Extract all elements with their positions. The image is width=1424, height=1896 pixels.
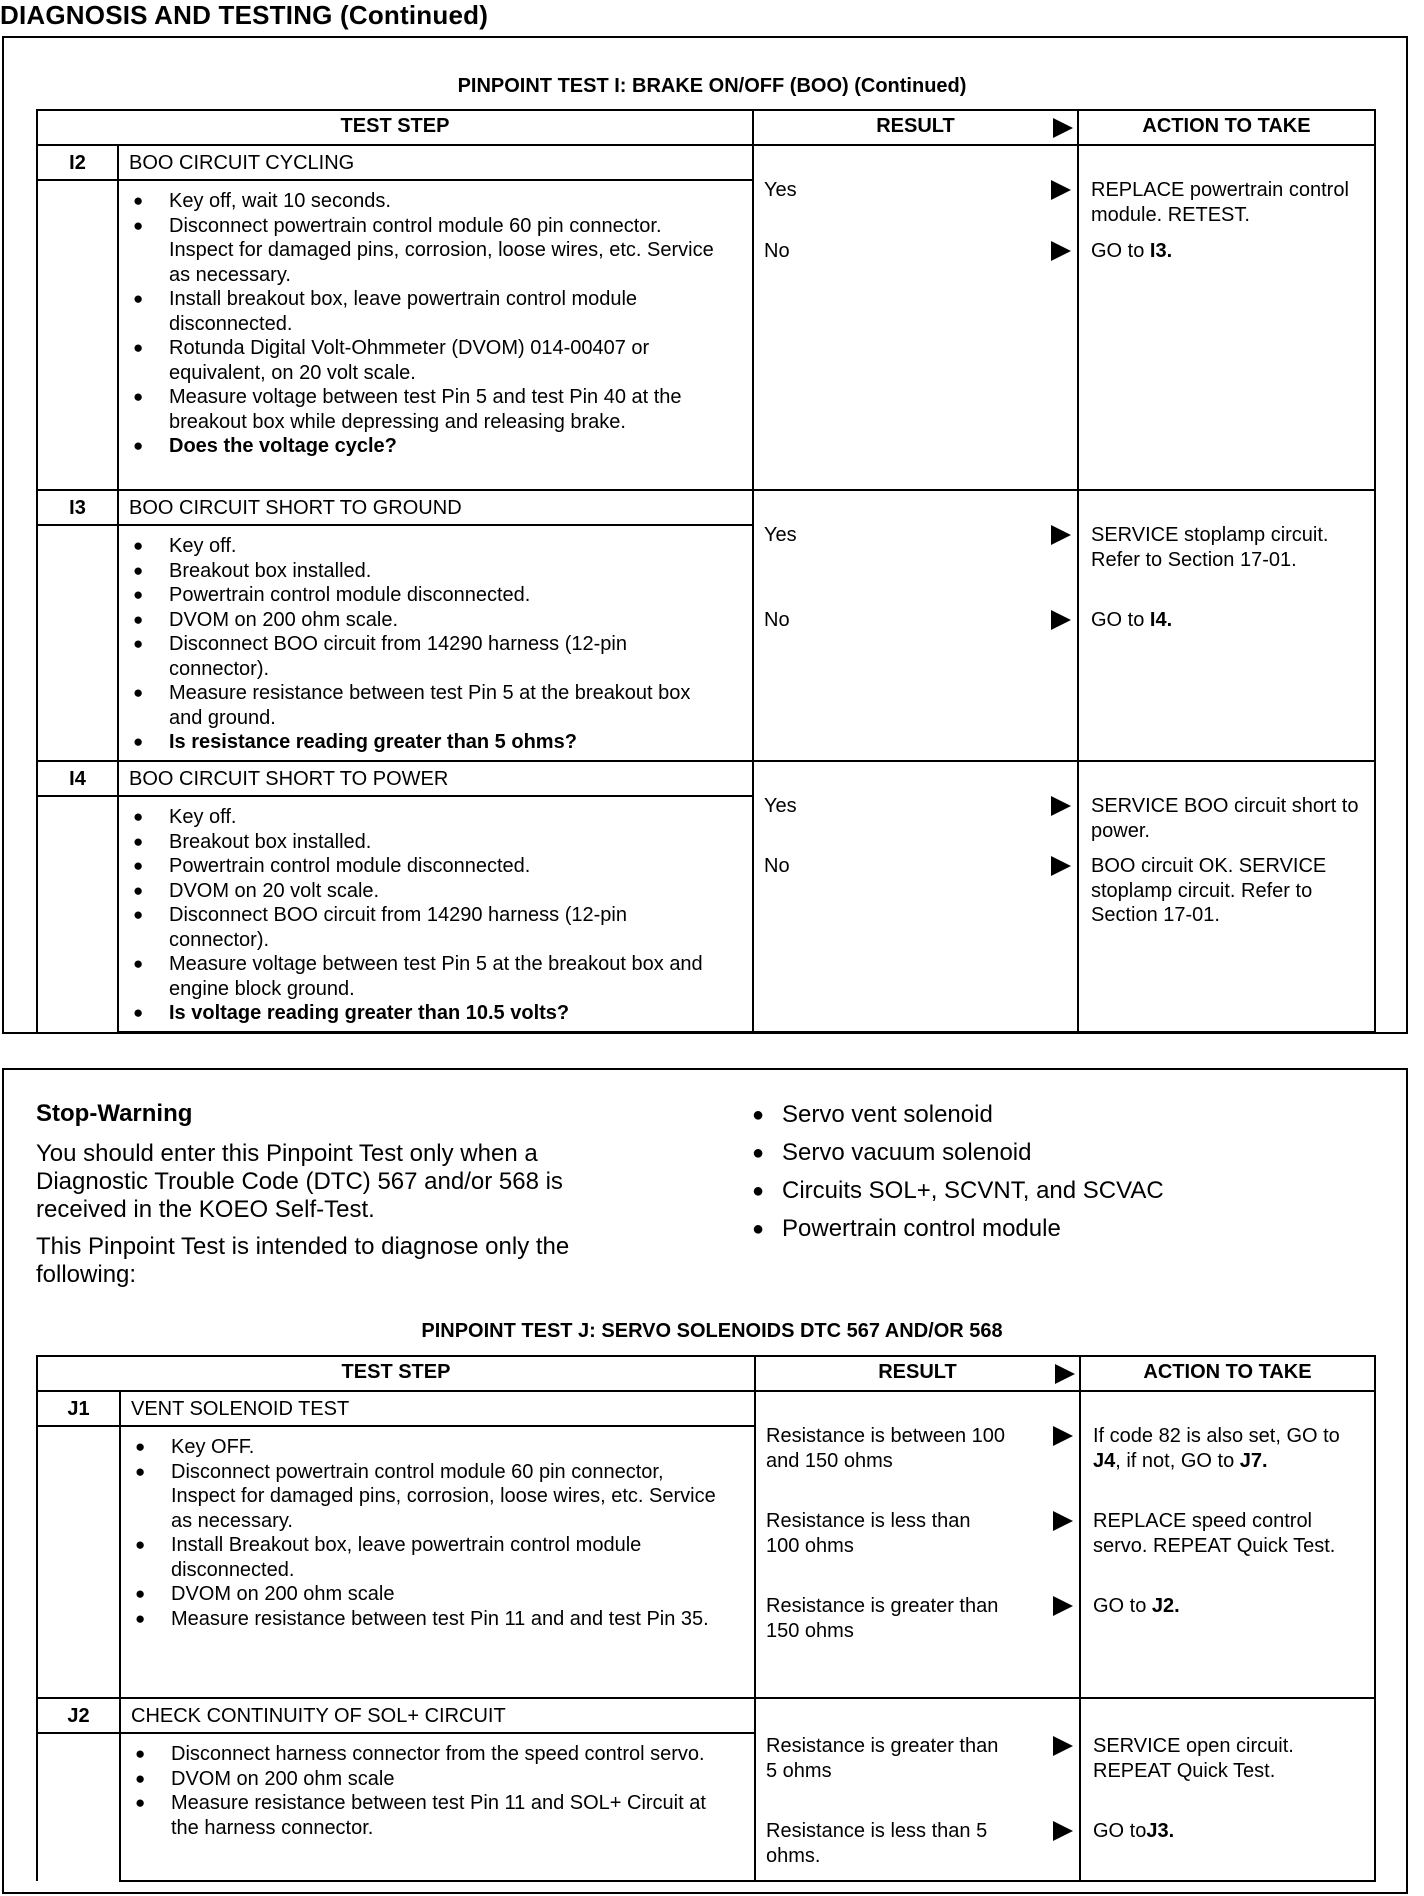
result-item: Resistance is less than 5 ohms. <box>766 1819 1079 1868</box>
list-item: ● Powertrain control module disconnected. <box>129 854 722 879</box>
action-text: REPLACE speed control servo. REPEAT Quick Test. <box>1093 1510 1336 1557</box>
list-item: ● Measure voltage between test Pin 5 and test Pin 40 at the breakout box while depressing and releasing brake. <box>129 385 722 434</box>
list-item: ● Servo vent solenoid <box>752 1100 1164 1138</box>
header-action: ACTION TO TAKE <box>1080 1356 1375 1391</box>
arrow-right-icon <box>1053 118 1073 138</box>
list-item: ● Key off, wait 10 seconds. <box>129 189 722 214</box>
step-results <box>753 761 1078 1032</box>
step-actions <box>1080 1698 1375 1881</box>
step-actions <box>1078 145 1375 490</box>
list-item: ● Install breakout box, leave powertrain control module disconnected. <box>129 287 722 336</box>
stop-warning-heading: Stop-Warning <box>36 1100 193 1127</box>
step-title: BOO CIRCUIT CYCLING <box>118 145 753 180</box>
list-item: ● Disconnect BOO circuit from 14290 harness (12-pin connector). <box>129 903 722 952</box>
step-id: J1 <box>37 1391 120 1426</box>
list-item: ● Powertrain control module disconnected. <box>129 583 722 608</box>
result-item: Resistance is greater than 5 ohms <box>766 1734 1079 1783</box>
step-id: I2 <box>37 145 118 180</box>
result-yes: Yes <box>764 178 1077 203</box>
step-results <box>753 145 1078 490</box>
stop-warning-text: You should enter this Pinpoint Test only when a Diagnostic Trouble Code (DTC) 567 and/or 568 is received in the KOEO Self-Test. <box>36 1140 563 1223</box>
step-title: BOO CIRCUIT SHORT TO GROUND <box>118 490 753 525</box>
arrow-right-icon <box>1053 1426 1073 1446</box>
action-text: REPLACE powertrain control module. RETEST. <box>1091 179 1349 226</box>
list-item: ● Key OFF. <box>131 1435 724 1460</box>
list-item: ● Powertrain control module <box>752 1214 1164 1252</box>
step-row-i4 <box>37 761 1375 796</box>
list-item: ● Breakout box installed. <box>129 830 722 855</box>
header-result: RESULT <box>753 110 1078 145</box>
list-item: ● Measure resistance between test Pin 5 at the breakout box and ground. <box>129 681 722 730</box>
step-row-i3 <box>37 490 1375 525</box>
result-no: No <box>764 608 1077 633</box>
step-instructions <box>118 796 753 1032</box>
result-no: No <box>764 239 1077 264</box>
pinpoint-test-i-table <box>36 109 1376 1033</box>
action-text: SERVICE BOO circuit short to power. <box>1091 795 1359 842</box>
list-item: ● Disconnect harness connector from the speed control servo. <box>131 1742 724 1767</box>
list-item: ● Servo vacuum solenoid <box>752 1138 1164 1176</box>
page-title: DIAGNOSIS AND TESTING (Continued) <box>0 0 489 30</box>
arrow-right-icon <box>1051 180 1071 200</box>
step-id: J2 <box>37 1698 120 1733</box>
step-actions <box>1078 490 1375 761</box>
stop-warning-text: This Pinpoint Test is intended to diagnose only the following: <box>36 1233 570 1288</box>
arrow-right-icon <box>1051 856 1071 876</box>
result-no: No <box>764 854 1077 879</box>
list-item: ● Measure voltage between test Pin 5 at the breakout box and engine block ground. <box>129 952 722 1001</box>
step-actions <box>1078 761 1375 1032</box>
arrow-right-icon <box>1053 1511 1073 1531</box>
step-question: ● Is voltage reading greater than 10.5 volts? <box>129 1001 722 1026</box>
list-item: ● Disconnect BOO circuit from 14290 harness (12-pin connector). <box>129 632 722 681</box>
header-test-step: TEST STEP <box>37 1356 755 1391</box>
header-test-step: TEST STEP <box>37 110 753 145</box>
arrow-right-icon <box>1051 610 1071 630</box>
step-title: VENT SOLENOID TEST <box>120 1391 755 1426</box>
step-results <box>753 490 1078 761</box>
list-item: ● Rotunda Digital Volt-Ohmmeter (DVOM) 014-00407 or equivalent, on 20 volt scale. <box>129 336 722 385</box>
list-item: ● Key off. <box>129 534 722 559</box>
step-row-j2 <box>37 1698 1375 1733</box>
list-item: ● Disconnect powertrain control module 60 pin connector. Inspect for damaged pins, corrosion, loose wires, etc. Service as necessary. <box>129 214 722 288</box>
header-result: RESULT <box>755 1356 1080 1391</box>
header-action: ACTION TO TAKE <box>1078 110 1375 145</box>
result-yes: Yes <box>764 794 1077 819</box>
list-item: ● Measure resistance between test Pin 11 and SOL+ Circuit at the harness connector. <box>131 1791 724 1840</box>
list-item: ● Disconnect powertrain control module 60 pin connector, Inspect for damaged pins, corrosion, loose wires, etc. Service as necessary. <box>131 1460 724 1534</box>
diagnose-list <box>752 1100 1164 1252</box>
step-instructions <box>118 180 753 490</box>
list-item: ● Breakout box installed. <box>129 559 722 584</box>
arrow-right-icon <box>1053 1596 1073 1616</box>
arrow-right-icon <box>1051 241 1071 261</box>
step-row-i2 <box>37 145 1375 180</box>
step-question: ● Is resistance reading greater than 5 ohms? <box>129 730 722 755</box>
list-item: ● DVOM on 200 ohm scale <box>131 1767 724 1792</box>
result-item: Resistance is less than 100 ohms <box>766 1509 1079 1558</box>
step-instructions <box>118 525 753 761</box>
list-item: ● DVOM on 200 ohm scale <box>131 1582 724 1607</box>
result-item: Resistance is between 100 and 150 ohms <box>766 1424 1079 1473</box>
list-item: ● Key off. <box>129 805 722 830</box>
action-text: SERVICE open circuit. REPEAT Quick Test. <box>1093 1735 1294 1782</box>
step-row-j1 <box>37 1391 1375 1426</box>
arrow-right-icon <box>1053 1736 1073 1756</box>
list-item: ● DVOM on 20 volt scale. <box>129 879 722 904</box>
arrow-right-icon <box>1051 525 1071 545</box>
pinpoint-test-i-title: PINPOINT TEST I: BRAKE ON/OFF (BOO) (Continued) <box>457 75 967 97</box>
action-text: BOO circuit OK. SERVICE stoplamp circuit. Refer to Section 17-01. <box>1091 855 1327 926</box>
action-text: GO toJ3. <box>1093 1820 1175 1842</box>
step-title: CHECK CONTINUITY OF SOL+ CIRCUIT <box>120 1698 755 1733</box>
result-item: Resistance is greater than 150 ohms <box>766 1594 1079 1643</box>
step-results <box>755 1391 1080 1698</box>
step-id: I3 <box>37 490 118 525</box>
arrow-right-icon <box>1053 1821 1073 1841</box>
action-text: GO to I3. <box>1091 240 1173 262</box>
step-instructions <box>120 1426 755 1698</box>
list-item: ● Circuits SOL+, SCVNT, and SCVAC <box>752 1176 1164 1214</box>
step-instructions <box>120 1733 755 1881</box>
list-item: ● Install Breakout box, leave powertrain control module disconnected. <box>131 1533 724 1582</box>
step-question: ● Does the voltage cycle? <box>129 434 722 459</box>
step-title: BOO CIRCUIT SHORT TO POWER <box>118 761 753 796</box>
table-header <box>37 110 1375 145</box>
arrow-right-icon <box>1055 1364 1075 1384</box>
pinpoint-test-j-title: PINPOINT TEST J: SERVO SOLENOIDS DTC 567 AND/OR 568 <box>421 1320 1003 1342</box>
list-item: ● Measure resistance between test Pin 11 and and test Pin 35. <box>131 1607 724 1632</box>
step-actions <box>1080 1391 1375 1698</box>
result-yes: Yes <box>764 523 1077 548</box>
pinpoint-test-j-table <box>36 1355 1376 1882</box>
action-text: SERVICE stoplamp circuit. Refer to Section 17-01. <box>1091 524 1329 571</box>
table-header <box>37 1356 1375 1391</box>
step-id: I4 <box>37 761 118 796</box>
action-text: If code 82 is also set, GO to J4, if not, GO to J7. <box>1093 1425 1340 1472</box>
arrow-right-icon <box>1051 796 1071 816</box>
action-text: GO to J2. <box>1093 1595 1180 1617</box>
action-text: GO to I4. <box>1091 609 1173 631</box>
list-item: ● DVOM on 200 ohm scale. <box>129 608 722 633</box>
step-results <box>755 1698 1080 1881</box>
